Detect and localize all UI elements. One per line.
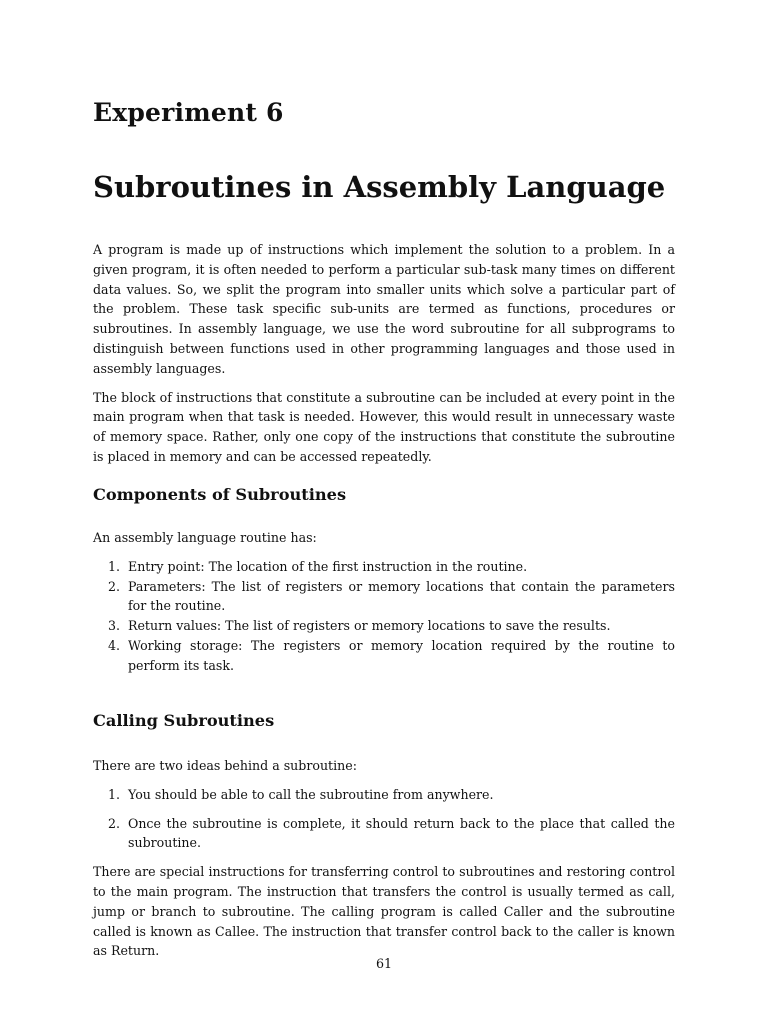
page-number: 61 bbox=[375, 956, 393, 971]
list-item-number: 4. bbox=[108, 637, 121, 653]
list-item bbox=[93, 785, 675, 805]
list-item-text: Return values: The list of registers or memory locations to save the results. bbox=[128, 618, 611, 634]
list-item-text: Once the subroutine is complete, it should return back to the place that called the subroutine. bbox=[128, 815, 675, 851]
components-heading: Components of Subroutines bbox=[93, 485, 347, 504]
calling-paragraph: There are special instructions for transferring control to subroutines and restoring control to the main program. The instruction that transfers the control is usually termed as call, jump or branch to subroutine. The calling program is called Caller and the subroutine called is known as Callee. The instruction that transfer control back to the caller is known as Return. bbox=[93, 864, 675, 959]
list-item-number: 3. bbox=[108, 618, 121, 634]
list-item-text: You should be able to call the subroutine from anywhere. bbox=[128, 786, 494, 802]
calling-body bbox=[93, 756, 675, 961]
list-item bbox=[93, 557, 675, 577]
list-item-text: Working storage: The registers or memory location required by the routine to perform its task. bbox=[128, 637, 675, 673]
calling-section bbox=[93, 711, 675, 730]
components-lead: An assembly language routine has: bbox=[93, 530, 317, 545]
list-item-text: Parameters: The list of registers or memory locations that contain the parameters for the routine. bbox=[128, 578, 675, 614]
list-item bbox=[93, 577, 675, 617]
list-item bbox=[93, 616, 675, 636]
intro-paragraph-2: The block of instructions that constitute a subroutine can be included at every point in the main program when that task is needed. However, this would result in unnecessary waste of memory space. Rather, only one copy of the instructions that constitute the subroutine is placed in memory and can be accessed repeatedly. bbox=[93, 389, 675, 464]
list-item-number: 1. bbox=[108, 558, 121, 574]
list-item-text: Entry point: The location of the first instruction in the routine. bbox=[128, 558, 528, 574]
calling-heading: Calling Subroutines bbox=[93, 711, 275, 730]
intro-paragraph-1: A program is made up of instructions which implement the solution to a problem. In a given program, it is often needed to perform a particular sub-task many times on different data values. So, we split the program into smaller units which solve a particular part of the problem. These task specific sub-units are termed as functions, procedures or subroutines. In assembly language, we use the word subroutine for all subprograms to distinguish between functions used in other programming languages and those used in assembly languages. bbox=[93, 242, 675, 376]
chapter-label: Experiment 6 bbox=[93, 98, 284, 127]
calling-lead: There are two ideas behind a subroutine: bbox=[93, 758, 357, 773]
list-item-number: 2. bbox=[108, 578, 121, 594]
components-list bbox=[93, 557, 675, 676]
list-item-number: 2. bbox=[108, 815, 121, 831]
list-item bbox=[93, 814, 675, 854]
components-body bbox=[93, 528, 675, 676]
calling-list bbox=[93, 785, 675, 853]
list-item bbox=[93, 636, 675, 676]
chapter-title: Subroutines in Assembly Language bbox=[93, 170, 666, 204]
intro-section bbox=[93, 240, 675, 467]
list-item-number: 1. bbox=[108, 786, 121, 802]
components-section bbox=[93, 485, 675, 504]
